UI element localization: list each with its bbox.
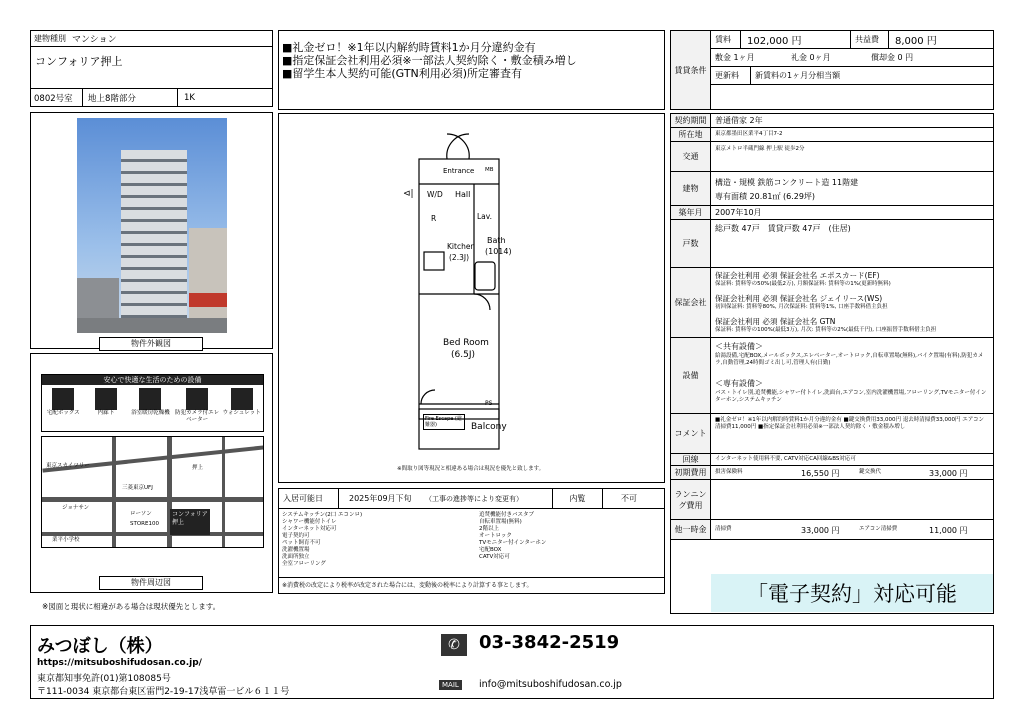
room-bedroom-size: (6.5J): [451, 350, 475, 360]
conditions-label: 賃貸条件: [671, 31, 711, 109]
room-entrance: Entrance: [443, 167, 475, 175]
detail-value: 東京都墨田区業平4丁目7-2: [715, 131, 783, 137]
room-number: 0802号室: [31, 89, 83, 106]
equipment-item: システムキッチン(2口 エコンロ): [282, 512, 363, 518]
map-label: STORE100: [130, 521, 159, 527]
highlight-line: ■留学生本人契約可能(GTN利用必須)所定審査有: [282, 67, 523, 80]
room-r: R: [431, 214, 437, 223]
floor-level: 地上8階部分: [83, 89, 178, 106]
floorplan-note: ※間取り図等現況と相違ある場合は現況を優先と致します。: [397, 466, 545, 472]
map-caption: 物件周辺図: [99, 576, 203, 590]
email-address[interactable]: info@mitsuboshifudosan.co.jp: [479, 679, 622, 690]
icon-label: 防犯カメラ付エレベーター: [175, 410, 220, 423]
floorplan-frame: [278, 113, 665, 483]
delivery-box-icon: [52, 388, 74, 410]
detail-value: 構造・規模 鉄筋コンクリート造 11階建: [715, 178, 859, 187]
equipment-item: 電子契約可: [282, 533, 310, 539]
viewing-label: 内覧: [553, 489, 603, 508]
bathroom-dryer-icon: [139, 388, 161, 410]
company-name: みつぼし（株）: [37, 636, 163, 657]
guarantee-desc: 保証料: 賃料等の100%(最低3万), 月次: 賃料等の2%(最低千円), 口座振替手数料借主負担: [715, 327, 937, 333]
detail-label: 所在地: [671, 128, 711, 141]
detail-value: 東京メトロ半蔵門線 押上駅 徒歩2分: [715, 146, 805, 152]
other-amount: 33,000 円: [801, 526, 840, 535]
facilities-banner: 安心で快適な生活のための設備: [42, 375, 263, 385]
initial-cost-label: 初期費用: [671, 466, 711, 479]
property-header: [30, 30, 273, 107]
econtract-banner: 「電子契約」対応可能: [711, 574, 993, 612]
room-lav: Lav.: [477, 212, 493, 221]
equipment-item: インターネット対応可: [282, 526, 337, 532]
detail-label: 契約期間: [671, 114, 711, 127]
equipment-item: ペット飼育不可: [282, 540, 321, 546]
inner-corridor-icon: [95, 388, 117, 410]
equipment-item: 自転車置場(無料): [479, 519, 522, 525]
company-license: 東京都知事免許(01)第108085号: [37, 674, 171, 684]
facilities-label: 設備: [671, 338, 711, 413]
equipment-item: シャワー機能付トイレ: [282, 519, 337, 525]
highlights-box: [278, 30, 665, 110]
company-footer: [30, 625, 994, 699]
deposit: 敷金 1ヶ月: [715, 53, 755, 62]
phone-number[interactable]: 03-3842-2519: [479, 632, 620, 653]
room-balcony: Balcony: [471, 422, 507, 432]
rent-value: 102,000 円: [741, 31, 851, 48]
amortization: 償却金 0 円: [871, 53, 914, 62]
move-in-label: 入居可能日: [279, 489, 339, 508]
room-kitchen-size: (2.3J): [449, 253, 469, 262]
photo-caption: 物件外観図: [99, 337, 203, 351]
common-facilities: 給湯設備,宅配BOX,メールボックス,エレベーター,オートロック,自転車置場(無料),バイク置場(有料),防犯カメラ,自動管理,24時間ゴミ出し可,管理人有(日勤): [715, 353, 984, 366]
icon-label: 内廊下: [97, 410, 115, 416]
map-label: 押上: [192, 465, 204, 471]
details-box: [670, 113, 994, 614]
building-photo: [77, 118, 227, 333]
equipment-item: 洗濯機置場: [282, 547, 310, 553]
phone-icon: ✆: [441, 634, 467, 656]
detail-value: 専有面積 20.81㎡ (6.29坪): [715, 192, 816, 201]
running-cost-label: ランニング費用: [671, 480, 711, 519]
map-label: 業平小学校: [52, 537, 80, 543]
initial-item: 鍵交換代: [859, 469, 882, 475]
comment-label: コメント: [671, 414, 711, 453]
equipment-item: 宅配BOX: [479, 547, 502, 553]
move-in-note: （工事の進捗等により変更有）: [425, 489, 553, 508]
move-in-box: [278, 488, 665, 594]
equipment-item: オートロック: [479, 533, 512, 539]
other-item: エアコン清掃費: [859, 526, 898, 532]
rent-box: [670, 30, 994, 110]
initial-item: 損害保険料: [715, 469, 743, 475]
tax-note: ※消費税の改定により税率が改定された場合には、変動後の税率により計算する事とします。: [279, 577, 664, 593]
type-value: マンション: [72, 35, 117, 45]
highlight-line: ■指定保証会社利用必須※一部法人契約除く・敷金積み増し: [282, 54, 577, 67]
company-url[interactable]: https://mitsuboshifudosan.co.jp/: [37, 658, 202, 668]
map-label: ローソン: [130, 511, 152, 517]
elevator-camera-icon: [186, 388, 208, 410]
renewal-label: 更新料: [711, 67, 751, 84]
guarantee-title: 保証会社利用 必須 保証会社名 GTN: [715, 317, 836, 326]
icon-label: 宅配ボックス: [46, 410, 80, 416]
guarantee-title: 保証会社利用 必須 保証会社名 ジェイリース(WS): [715, 294, 883, 303]
room-fire-escape: Fire Escape (避難器): [423, 414, 465, 430]
room-mb: MB: [485, 167, 494, 173]
room-bedroom: Bed Room: [443, 338, 489, 348]
lines-label: 回線: [671, 454, 711, 465]
equipment-item: 追焚機能付きバスタブ: [479, 512, 535, 518]
left-note: ※図面と現状に相違がある場合は現状優先とします。: [42, 602, 221, 611]
street-map: [41, 436, 264, 548]
room-bath: Bath: [487, 236, 506, 245]
washlet-icon: [231, 388, 253, 410]
guarantee-desc: 初回保証料: 賃料等80%, 月次保証料: 賃料等1%, 口座手数料借主負担: [715, 304, 888, 310]
map-label: ジョナサン: [62, 505, 90, 511]
mail-icon: MAIL: [439, 680, 462, 690]
detail-value: 総戸数 47戸 賃貸戸数 47戸 (住居): [715, 224, 851, 233]
detail-label: 建物: [671, 172, 711, 205]
company-address: 〒111-0034 東京都台東区雷門2-19-17浅草雷一ビル６１１号: [37, 687, 290, 697]
detail-label: 築年月: [671, 206, 711, 219]
property-marker: コンフォリア押上: [170, 509, 210, 535]
detail-label: 交通: [671, 142, 711, 171]
other-cost-label: 他一時金: [671, 520, 711, 539]
room-hall: Hall: [455, 190, 471, 199]
svg-text:⊲|: ⊲|: [403, 189, 414, 199]
private-facilities: バス・トイレ別,追焚機能,シャワー付トイレ,洗面台,エアコン,室内洗濯機置場,フローリング,TVモニター付インターホン,システムキッチン: [715, 390, 987, 403]
comment-text: ■礼金ゼロ！※1年以内解約時賃料1か月分違約金有 ■鍵交換費用33,000円 退去時清掃費33,000円 エアコン清掃費11,000円 ■指定保証会社利用必須※一部法人契約除く・敷金積み増し: [715, 417, 984, 430]
key-money: 礼金 0ヶ月: [791, 53, 831, 62]
detail-value: 普通借家 2年: [715, 116, 763, 125]
rent-label: 賃料: [711, 31, 741, 48]
common-title: ＜共有設備＞: [715, 342, 763, 351]
equipment-item: TVモニター付インターホン: [479, 540, 547, 546]
room-kitchen: Kitchen: [447, 242, 476, 251]
other-amount: 11,000 円: [929, 526, 968, 535]
fee-value: 8,000 円: [895, 36, 937, 47]
map-label: 東京スカイツリー: [46, 463, 90, 469]
private-title: ＜専有設備＞: [715, 379, 763, 388]
detail-value: 2007年10月: [715, 208, 762, 217]
lines-value: インターネット使用料不要, CATV対応CA回線&BS対応可: [715, 456, 856, 462]
area-map-frame: [30, 353, 273, 593]
equipment-item: 洗面所独立: [282, 554, 310, 560]
icon-label: 浴室暖房乾燥機: [131, 410, 170, 416]
viewing-value: 不可: [621, 494, 637, 503]
layout-type: 1K: [184, 92, 195, 103]
equipment-item: 2階以上: [479, 526, 499, 532]
initial-amount: 16,550 円: [801, 469, 840, 478]
other-item: 清掃費: [715, 526, 732, 532]
renewal-value: 新賃料の1ヶ月分相当額: [755, 71, 841, 80]
guarantee-title: 保証会社利用 必須 保証会社名 エポスカード(EF): [715, 271, 880, 280]
type-label: 建物種別: [34, 34, 66, 43]
detail-label: 戸数: [671, 220, 711, 267]
equipment-item: 全室フローリング: [282, 561, 326, 567]
equipment-item: CATV対応可: [479, 554, 510, 560]
room-ps: PS: [485, 400, 493, 407]
highlight-line: ■礼金ゼロ！※1年以内解約時賃料1か月分違約金有: [282, 41, 536, 54]
guarantee-label: 保証会社: [671, 268, 711, 337]
room-wd: W/D: [427, 190, 443, 199]
fee-label: 共益費: [851, 31, 889, 48]
move-in-date: 2025年09月下旬: [349, 494, 412, 503]
exterior-photo-frame: [30, 112, 273, 349]
map-label: 三菱東京UFJ: [122, 485, 153, 491]
property-name: コンフォリア押上: [35, 55, 123, 68]
initial-amount: 33,000 円: [929, 469, 968, 478]
guarantee-desc: 保証料: 賃料等の50%(最低2万), 月額保証料: 賃料等の1%(更新時無料): [715, 281, 891, 287]
icon-label: ウォシュレット: [222, 410, 261, 416]
room-bath-size: (1014): [485, 247, 512, 256]
